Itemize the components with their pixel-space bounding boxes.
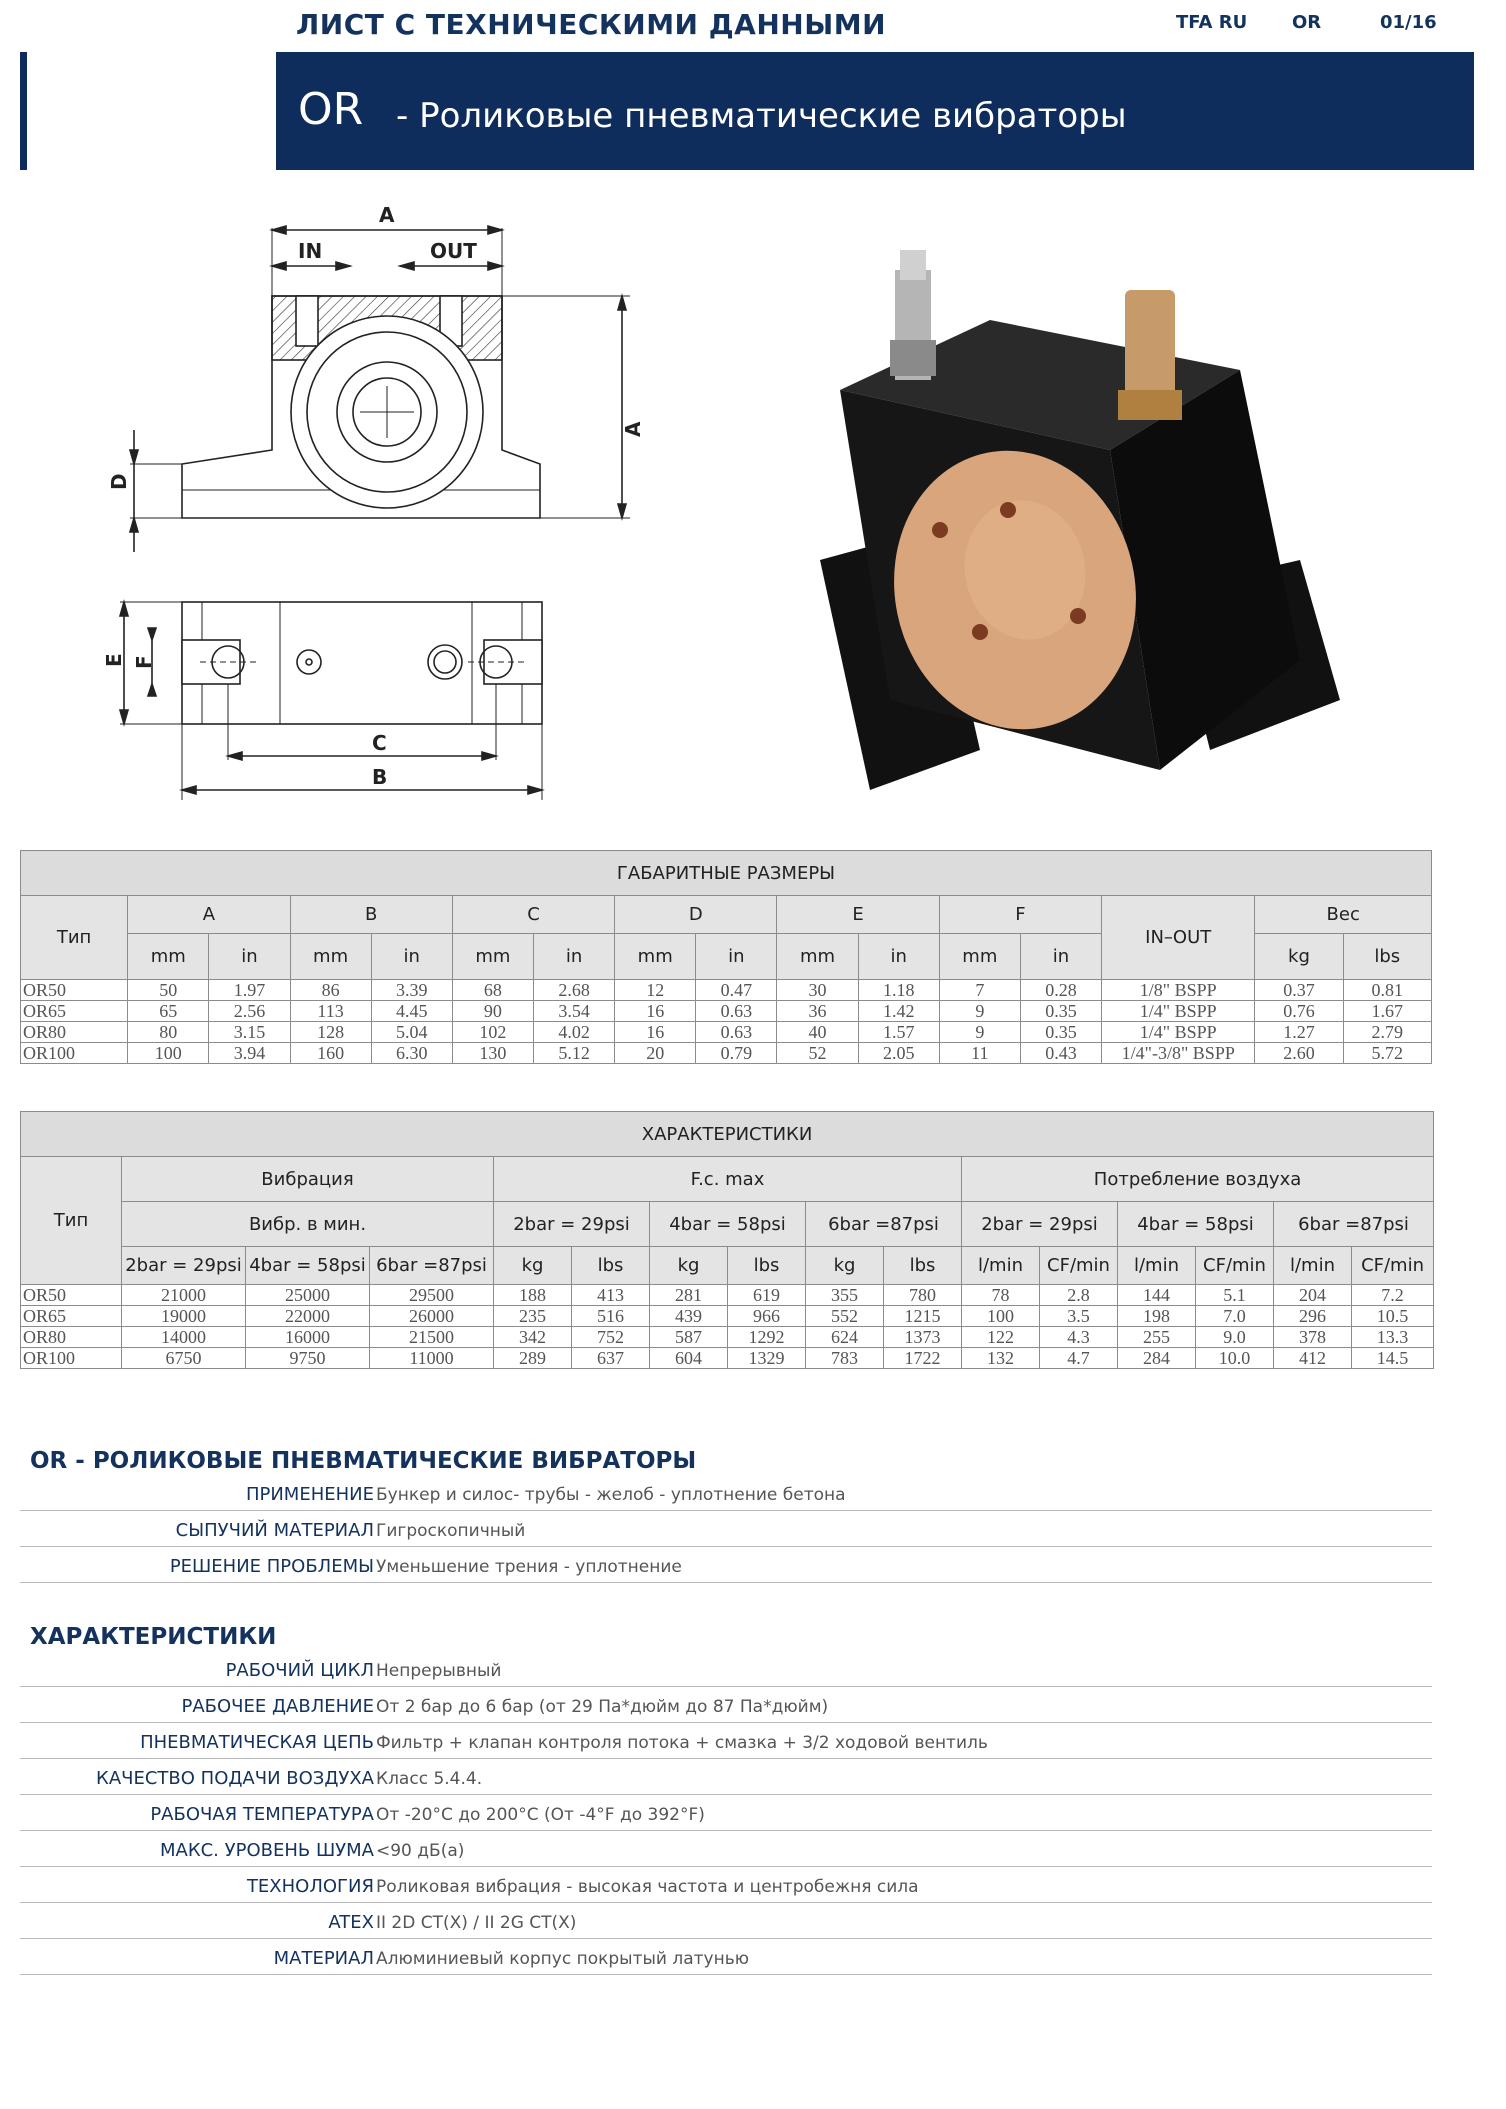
table-cell: 20 [615, 1043, 696, 1064]
unit-header: kg [494, 1247, 572, 1285]
table-cell: 4.7 [1040, 1348, 1118, 1369]
document-title: ЛИСТ С ТЕХНИЧЕСКИМИ ДАННЫМИ [296, 8, 887, 41]
table-cell: 1329 [728, 1348, 806, 1369]
spec-value: Роликовая вибрация - высокая частота и центробежня сила [376, 1877, 919, 1897]
table-cell: 439 [650, 1306, 728, 1327]
banner-subtitle: - Роликовые пневматические вибраторы [396, 96, 1127, 136]
table-cell: 4.3 [1040, 1327, 1118, 1348]
unit-header: mm [452, 934, 533, 980]
table-row [21, 1022, 1432, 1043]
table-cell: 413 [572, 1285, 650, 1306]
spec-row [20, 1904, 1432, 1939]
col-vib-2bar: 2bar = 29psi [122, 1247, 246, 1285]
table-cell: 9 [939, 1022, 1020, 1043]
table-cell: 204 [1274, 1285, 1352, 1306]
col-in-out: IN–OUT [1102, 896, 1255, 980]
spec-row [20, 1512, 1432, 1547]
table-cell: 78 [962, 1285, 1040, 1306]
table-cell: 26000 [370, 1306, 494, 1327]
table-cell: 3.39 [371, 980, 452, 1001]
spec-label: МАТЕРИАЛ [273, 1948, 374, 1969]
table-cell: 5.72 [1343, 1043, 1431, 1064]
row-type-cell: OR100 [21, 1348, 122, 1369]
table-row [21, 1327, 1434, 1348]
unit-header: lbs [1343, 934, 1431, 980]
row-type-cell: OR80 [21, 1022, 128, 1043]
spec-label: ПРИМЕНЕНИЕ [245, 1484, 374, 1505]
title-banner [276, 52, 1474, 170]
table-cell: 0.43 [1020, 1043, 1101, 1064]
spec-label: РЕШЕНИЕ ПРОБЛЕМЫ [169, 1556, 374, 1577]
col-group-a: A [128, 896, 290, 934]
table-cell: 7.2 [1352, 1285, 1434, 1306]
table-cell: 783 [806, 1348, 884, 1369]
table-cell: 16 [615, 1001, 696, 1022]
table-row [21, 1043, 1432, 1064]
table-cell: 1/8" BSPP [1102, 980, 1255, 1001]
table-cell: 3.54 [533, 1001, 614, 1022]
spec-value: Непрерывный [376, 1661, 502, 1681]
table-cell: 1/4" BSPP [1102, 1001, 1255, 1022]
table-cell: 0.79 [696, 1043, 777, 1064]
table-cell: 296 [1274, 1306, 1352, 1327]
table-cell: 5.12 [533, 1043, 614, 1064]
table-cell: 255 [1118, 1327, 1196, 1348]
meta-revision: 01/16 [1380, 12, 1437, 33]
col-air-6bar: 6bar =87psi [1274, 1202, 1434, 1247]
table-cell: 0.28 [1020, 980, 1101, 1001]
unit-header: kg [1255, 934, 1343, 980]
table-cell: 3.15 [209, 1022, 290, 1043]
row-type-cell: OR65 [21, 1306, 122, 1327]
table-cell: 128 [290, 1022, 371, 1043]
table-cell: 144 [1118, 1285, 1196, 1306]
col-force: F.c. max [494, 1157, 962, 1202]
spec-row [20, 1760, 1432, 1795]
table-cell: 378 [1274, 1327, 1352, 1348]
table-cell: 966 [728, 1306, 806, 1327]
table-cell: 5.1 [1196, 1285, 1274, 1306]
table-cell: 1.67 [1343, 1001, 1431, 1022]
table-cell: 0.76 [1255, 1001, 1343, 1022]
spec-label: РАБОЧИЙ ЦИКЛ [225, 1660, 374, 1681]
meta-lang: TFA RU [1176, 12, 1248, 33]
section-characteristics-title: ХАРАКТЕРИСТИКИ [30, 1624, 277, 1650]
spec-value: От -20°C до 200°C (От -4°F до 392°F) [376, 1805, 705, 1825]
col-vib-4bar: 4bar = 58psi [246, 1247, 370, 1285]
table-cell: 7.0 [1196, 1306, 1274, 1327]
dim-label-f: F [132, 655, 156, 669]
dimensions-table [20, 850, 1432, 1064]
unit-header: CF/min [1352, 1247, 1434, 1285]
spec-row [20, 1796, 1432, 1831]
col-vib-per-min: Вибр. в мин. [122, 1202, 494, 1247]
col-force-2bar: 2bar = 29psi [494, 1202, 650, 1247]
table-cell: 1/4" BSPP [1102, 1022, 1255, 1043]
table-cell: 5.04 [371, 1022, 452, 1043]
meta-series: OR [1292, 12, 1322, 33]
table-cell: 1.27 [1255, 1022, 1343, 1043]
col-air: Потребление воздуха [962, 1157, 1434, 1202]
table-cell: 10.0 [1196, 1348, 1274, 1369]
table-cell: 90 [452, 1001, 533, 1022]
dimensions-table-body [21, 980, 1432, 1064]
table-row [21, 1348, 1434, 1369]
table-cell: 198 [1118, 1306, 1196, 1327]
table-cell: 4.45 [371, 1001, 452, 1022]
table-cell: 3.94 [209, 1043, 290, 1064]
characteristics-table-body [21, 1285, 1434, 1369]
unit-header: CF/min [1040, 1247, 1118, 1285]
table-cell: 21000 [122, 1285, 246, 1306]
col-vib-6bar: 6bar =87psi [370, 1247, 494, 1285]
table-cell: 0.63 [696, 1022, 777, 1043]
section-application-title: OR - РОЛИКОВЫЕ ПНЕВМАТИЧЕСКИЕ ВИБРАТОРЫ [30, 1448, 697, 1474]
table-cell: 68 [452, 980, 533, 1001]
col-vibration: Вибрация [122, 1157, 494, 1202]
table-cell: 7 [939, 980, 1020, 1001]
spec-value: Гигроскопичный [376, 1521, 526, 1541]
table-cell: 21500 [370, 1327, 494, 1348]
table-cell: 1215 [884, 1306, 962, 1327]
unit-header: mm [615, 934, 696, 980]
table-cell: 132 [962, 1348, 1040, 1369]
col-force-6bar: 6bar =87psi [806, 1202, 962, 1247]
dim-label-e: E [102, 653, 126, 667]
table-cell: 624 [806, 1327, 884, 1348]
table-cell: 0.63 [696, 1001, 777, 1022]
dim-label-a-top: A [379, 203, 395, 227]
table-cell: 0.81 [1343, 980, 1431, 1001]
col-force-4bar: 4bar = 58psi [650, 1202, 806, 1247]
table-cell: 2.60 [1255, 1043, 1343, 1064]
table-cell: 1.57 [858, 1022, 939, 1043]
table-cell: 14.5 [1352, 1348, 1434, 1369]
spec-row [20, 1832, 1432, 1867]
unit-header: in [533, 934, 614, 980]
table-cell: 3.5 [1040, 1306, 1118, 1327]
spec-value: Фильтр + клапан контроля потока + смазка + 3/2 ходовой вентиль [376, 1733, 988, 1753]
table-cell: 1.97 [209, 980, 290, 1001]
spec-row [20, 1652, 1432, 1687]
spec-label: РАБОЧАЯ ТЕМПЕРАТУРА [150, 1804, 374, 1825]
spec-value: Бункер и силос- трубы - желоб - уплотнение бетона [376, 1485, 846, 1505]
col-type: Тип [21, 1157, 122, 1285]
table-cell: 16000 [246, 1327, 370, 1348]
unit-header: in [371, 934, 452, 980]
table-cell: 355 [806, 1285, 884, 1306]
table-row [21, 980, 1432, 1001]
table-cell: 412 [1274, 1348, 1352, 1369]
characteristics-table-title: ХАРАКТЕРИСТИКИ [21, 1112, 1434, 1157]
unit-header: in [858, 934, 939, 980]
table-cell: 637 [572, 1348, 650, 1369]
dim-label-b: B [372, 765, 388, 789]
spec-label: РАБОЧЕЕ ДАВЛЕНИЕ [181, 1696, 374, 1717]
spec-label: ПНЕВМАТИЧЕСКАЯ ЦЕПЬ [140, 1732, 374, 1753]
spec-value: <90 дБ(а) [376, 1841, 465, 1861]
table-cell: 102 [452, 1022, 533, 1043]
table-cell: 9.0 [1196, 1327, 1274, 1348]
table-cell: 2.79 [1343, 1022, 1431, 1043]
table-cell: 130 [452, 1043, 533, 1064]
table-cell: 1.18 [858, 980, 939, 1001]
table-cell: 0.35 [1020, 1001, 1101, 1022]
spec-row [20, 1688, 1432, 1723]
unit-header: CF/min [1196, 1247, 1274, 1285]
unit-header: mm [939, 934, 1020, 980]
table-cell: 1722 [884, 1348, 962, 1369]
unit-header: mm [128, 934, 209, 980]
table-cell: 25000 [246, 1285, 370, 1306]
unit-header: kg [806, 1247, 884, 1285]
unit-header: in [696, 934, 777, 980]
col-air-4bar: 4bar = 58psi [1118, 1202, 1274, 1247]
row-type-cell: OR50 [21, 980, 128, 1001]
table-cell: 6750 [122, 1348, 246, 1369]
unit-header: l/min [1118, 1247, 1196, 1285]
product-photo [740, 230, 1400, 830]
technical-drawing [100, 200, 700, 830]
unit-header: l/min [1274, 1247, 1352, 1285]
table-cell: 188 [494, 1285, 572, 1306]
spec-value: Уменьшение трения - уплотнение [376, 1557, 682, 1577]
table-cell: 604 [650, 1348, 728, 1369]
table-cell: 22000 [246, 1306, 370, 1327]
unit-header: lbs [884, 1247, 962, 1285]
table-cell: 1.42 [858, 1001, 939, 1022]
table-cell: 289 [494, 1348, 572, 1369]
spec-row [20, 1548, 1432, 1583]
table-row [21, 1306, 1434, 1327]
table-cell: 52 [777, 1043, 858, 1064]
dim-label-in: IN [298, 239, 323, 263]
dimensions-table-title: ГАБАРИТНЫЕ РАЗМЕРЫ [21, 851, 1432, 896]
spec-label: СЫПУЧИЙ МАТЕРИАЛ [175, 1520, 374, 1541]
table-cell: 619 [728, 1285, 806, 1306]
spec-row [20, 1724, 1432, 1759]
spec-value: II 2D CT(X) / II 2G CT(X) [376, 1913, 577, 1933]
table-cell: 30 [777, 980, 858, 1001]
table-cell: 1373 [884, 1327, 962, 1348]
spec-value: Класс 5.4.4. [376, 1769, 483, 1789]
table-cell: 40 [777, 1022, 858, 1043]
spec-row [20, 1868, 1432, 1903]
unit-header: in [1020, 934, 1101, 980]
table-row [21, 1285, 1434, 1306]
row-type-cell: OR100 [21, 1043, 128, 1064]
table-cell: 342 [494, 1327, 572, 1348]
table-row [21, 1001, 1432, 1022]
col-group-d: D [615, 896, 777, 934]
table-cell: 552 [806, 1306, 884, 1327]
dim-label-a-side: A [621, 421, 645, 437]
table-cell: 4.02 [533, 1022, 614, 1043]
col-group-c: C [452, 896, 614, 934]
dim-label-c: C [372, 731, 387, 755]
table-cell: 13.3 [1352, 1327, 1434, 1348]
table-cell: 752 [572, 1327, 650, 1348]
table-cell: 1292 [728, 1327, 806, 1348]
table-cell: 122 [962, 1327, 1040, 1348]
spec-label: МАКС. УРОВЕНЬ ШУМА [159, 1840, 374, 1861]
table-cell: 2.56 [209, 1001, 290, 1022]
table-cell: 9 [939, 1001, 1020, 1022]
table-cell: 160 [290, 1043, 371, 1064]
table-cell: 235 [494, 1306, 572, 1327]
table-cell: 1/4"-3/8" BSPP [1102, 1043, 1255, 1064]
row-type-cell: OR50 [21, 1285, 122, 1306]
table-cell: 587 [650, 1327, 728, 1348]
table-cell: 113 [290, 1001, 371, 1022]
col-type: Тип [21, 896, 128, 980]
col-group-b: B [290, 896, 452, 934]
table-cell: 11 [939, 1043, 1020, 1064]
unit-header: mm [290, 934, 371, 980]
spec-value: Алюминиевый корпус покрытый латунью [376, 1949, 750, 1969]
spec-label: КАЧЕСТВО ПОДАЧИ ВОЗДУХА [96, 1768, 374, 1789]
table-cell: 284 [1118, 1348, 1196, 1369]
col-group-f: F [939, 896, 1101, 934]
table-cell: 516 [572, 1306, 650, 1327]
unit-header: in [209, 934, 290, 980]
row-type-cell: OR65 [21, 1001, 128, 1022]
unit-header: mm [777, 934, 858, 980]
table-cell: 19000 [122, 1306, 246, 1327]
table-cell: 29500 [370, 1285, 494, 1306]
table-cell: 65 [128, 1001, 209, 1022]
spec-label: ATEX [328, 1912, 374, 1933]
table-cell: 0.37 [1255, 980, 1343, 1001]
unit-header: lbs [572, 1247, 650, 1285]
col-air-2bar: 2bar = 29psi [962, 1202, 1118, 1247]
table-cell: 12 [615, 980, 696, 1001]
table-cell: 0.47 [696, 980, 777, 1001]
table-cell: 9750 [246, 1348, 370, 1369]
unit-header: kg [650, 1247, 728, 1285]
table-cell: 281 [650, 1285, 728, 1306]
unit-header: l/min [962, 1247, 1040, 1285]
table-cell: 50 [128, 980, 209, 1001]
spec-label: ТЕХНОЛОГИЯ [246, 1876, 374, 1897]
table-cell: 2.05 [858, 1043, 939, 1064]
col-weight: Вес [1255, 896, 1432, 934]
spec-row [20, 1940, 1432, 1975]
table-cell: 6.30 [371, 1043, 452, 1064]
table-cell: 14000 [122, 1327, 246, 1348]
table-cell: 86 [290, 980, 371, 1001]
unit-header: lbs [728, 1247, 806, 1285]
col-group-e: E [777, 896, 939, 934]
header-accent-bar [20, 52, 27, 170]
table-cell: 2.68 [533, 980, 614, 1001]
spec-value: От 2 бар до 6 бар (от 29 Па*дюйм до 87 Па*дюйм) [376, 1697, 829, 1717]
table-cell: 0.35 [1020, 1022, 1101, 1043]
table-cell: 80 [128, 1022, 209, 1043]
dim-label-d: D [107, 473, 131, 490]
table-cell: 780 [884, 1285, 962, 1306]
characteristics-table [20, 1111, 1434, 1369]
table-cell: 10.5 [1352, 1306, 1434, 1327]
table-cell: 100 [962, 1306, 1040, 1327]
table-cell: 16 [615, 1022, 696, 1043]
banner-code: OR [298, 84, 364, 135]
table-cell: 100 [128, 1043, 209, 1064]
table-cell: 11000 [370, 1348, 494, 1369]
row-type-cell: OR80 [21, 1327, 122, 1348]
table-cell: 36 [777, 1001, 858, 1022]
dim-label-out: OUT [430, 239, 477, 263]
spec-row [20, 1476, 1432, 1511]
table-cell: 2.8 [1040, 1285, 1118, 1306]
